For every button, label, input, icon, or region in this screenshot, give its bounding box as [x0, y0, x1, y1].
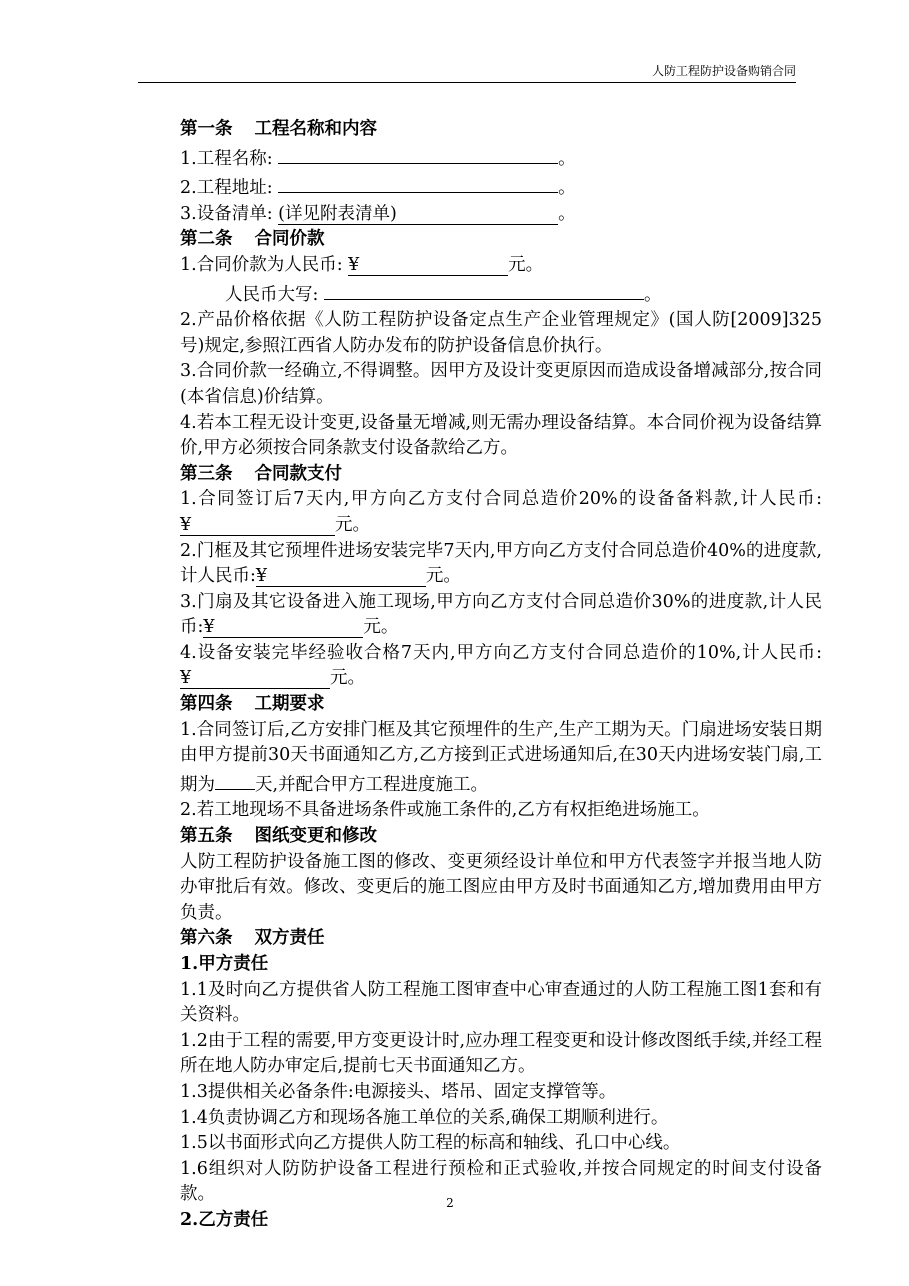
punct: 。: [558, 148, 576, 169]
party-b-duty-heading: 2.乙方责任: [180, 1209, 269, 1230]
drawing-change-para: 人防工程防护设备施工图的修改、变更须经设计单位和甲方代表签字并报当地人防办审批后有效。修改、变更后的施工图应由甲方及时书面通知乙方,增加费用由甲方负责。: [180, 851, 822, 923]
party-a-duty-2: 1.2由于工程的需要,甲方变更设计时,应办理工程变更和设计修改图纸手续,并经工程所在地人防办审定后,提前七天书面通知乙方。: [180, 1030, 822, 1077]
payment-4: [180, 641, 822, 692]
payment-1: [180, 487, 822, 538]
payment-1-blank[interactable]: ¥: [180, 515, 335, 536]
equipment-list-label: 3.设备清单:: [180, 203, 273, 224]
article-title: 工期要求: [254, 694, 325, 715]
page-header-title: 人防工程防护设备购销合同: [651, 64, 796, 78]
project-name-blank[interactable]: [278, 143, 558, 164]
payment-1-text: 1.合同签订后7天内,甲方向乙方支付合同总造价20%的设备备料款,计人民币:: [180, 489, 822, 510]
article-number: 第三条: [180, 463, 233, 484]
equipment-list-line: [180, 202, 822, 228]
payment-3: [180, 590, 822, 641]
article-1-heading: [180, 117, 822, 143]
article-5-heading: [180, 824, 822, 850]
contract-price-label: 1.合同价款为人民币:: [180, 254, 343, 275]
rmb-words-label: 人民币大写:: [225, 284, 319, 305]
schedule-para-2: 2.若工地现场不具备进场条件或施工条件的,乙方有权拒绝进场施工。: [180, 800, 710, 821]
article-number: 第二条: [180, 229, 233, 250]
schedule-text-a: 1.合同签订后,乙方安排门框及其它预埋件的生产,生产工期为天。门扇进场安装日期由甲方提前30天书面通知乙方,乙方接到正式进场通知后,在30天内进场安装门扇,工期为: [180, 719, 822, 795]
punct: 。: [558, 178, 576, 199]
article-number: 第四条: [180, 694, 233, 715]
party-a-duty-heading: 1.甲方责任: [180, 954, 269, 974]
equipment-list-blank[interactable]: (详见附表清单): [278, 204, 558, 225]
schedule-text-b: 天,并配合甲方工程进度施工。: [255, 774, 489, 795]
contract-price-words-line: [180, 279, 822, 309]
yuan-unit: 元。: [508, 254, 544, 275]
project-name-label: 1.工程名称:: [180, 148, 273, 169]
article-title: 双方责任: [254, 928, 325, 949]
article-4-heading: [180, 692, 822, 718]
punct: 。: [643, 284, 662, 305]
project-address-blank[interactable]: [278, 172, 558, 193]
payment-2-blank[interactable]: ¥: [256, 566, 426, 587]
article-number: 第六条: [180, 928, 233, 949]
document-body: [180, 117, 822, 1234]
article-title: 图纸变更和修改: [254, 826, 377, 847]
yuan-unit: 元。: [363, 617, 399, 638]
party-a-duty-6: 1.6组织对人防防护设备工程进行预检和正式验收,并按合同规定的时间支付设备款。: [180, 1158, 822, 1205]
payment-4-blank[interactable]: ¥: [180, 668, 330, 689]
yuan-unit: 元。: [335, 514, 370, 535]
contract-price-blank[interactable]: ¥: [348, 255, 508, 276]
article-3-heading: [180, 462, 822, 488]
article-title: 工程名称和内容: [254, 119, 377, 139]
payment-2-text: 2.门框及其它预埋件进场安装完毕7天内,甲方向乙方支付合同总造价40%的进度款,计人民币:: [180, 540, 822, 587]
article-2-para-2: 2.产品价格依据《人防工程防护设备定点生产企业管理规定》(国人防[2009]325号)规定,参照江西省人防办发布的防护设备信息价执行。: [180, 310, 822, 356]
schedule-para-1: [180, 718, 822, 799]
project-address-label: 2.工程地址:: [180, 178, 273, 199]
article-number: 第五条: [180, 826, 233, 847]
party-a-duty-4: 1.4负责协调乙方和现场各施工单位的关系,确保工期顺利进行。: [180, 1107, 669, 1128]
party-a-duty-5: 1.5以书面形式向乙方提供人防工程的标高和轴线、孔口中心线。: [180, 1133, 681, 1154]
payment-3-text: 3.门扇及其它设备进入施工现场,甲方向乙方支付合同总造价30%的进度款,计人民币:: [180, 591, 822, 638]
contract-price-line: [180, 253, 822, 279]
payment-3-blank[interactable]: ¥: [203, 617, 363, 638]
article-title: 合同价款: [254, 229, 325, 250]
party-a-duty-1: 1.1及时向乙方提供省人防工程施工图审查中心审查通过的人防工程施工图1套和有关资料。: [180, 979, 822, 1026]
rmb-words-blank[interactable]: [324, 279, 644, 300]
page-number: 2: [446, 1196, 454, 1210]
article-2-para-4: 4.若本工程无设计变更,设备量无增减,则无需办理设备结算。本合同价视为设备结算价,甲方必须按合同条款支付设备款给乙方。: [180, 412, 822, 459]
payment-2: [180, 539, 822, 590]
payment-4-text: 4.设备安装完毕经验收合格7天内,甲方向乙方支付合同总造价的10%,计人民币:: [180, 642, 822, 663]
article-number: 第一条: [180, 119, 233, 139]
party-a-duty-3: 1.3提供相关必备条件:电源接头、塔吊、固定支撑管等。: [180, 1081, 617, 1102]
project-address-line: [180, 172, 822, 202]
article-title: 合同款支付: [254, 463, 342, 484]
page-header-rule: [138, 82, 796, 83]
yuan-unit: 元。: [330, 668, 365, 689]
article-2-heading: [180, 227, 822, 253]
yuan-unit: 元。: [425, 566, 461, 587]
install-days-blank[interactable]: [215, 769, 255, 790]
article-6-heading: [180, 926, 822, 952]
article-2-para-3: 3.合同价款一经确立,不得调整。因甲方及设计变更原因而造成设备增减部分,按合同(本省信息)价结算。: [180, 361, 822, 407]
project-name-line: [180, 143, 822, 173]
punct: 。: [558, 203, 576, 224]
